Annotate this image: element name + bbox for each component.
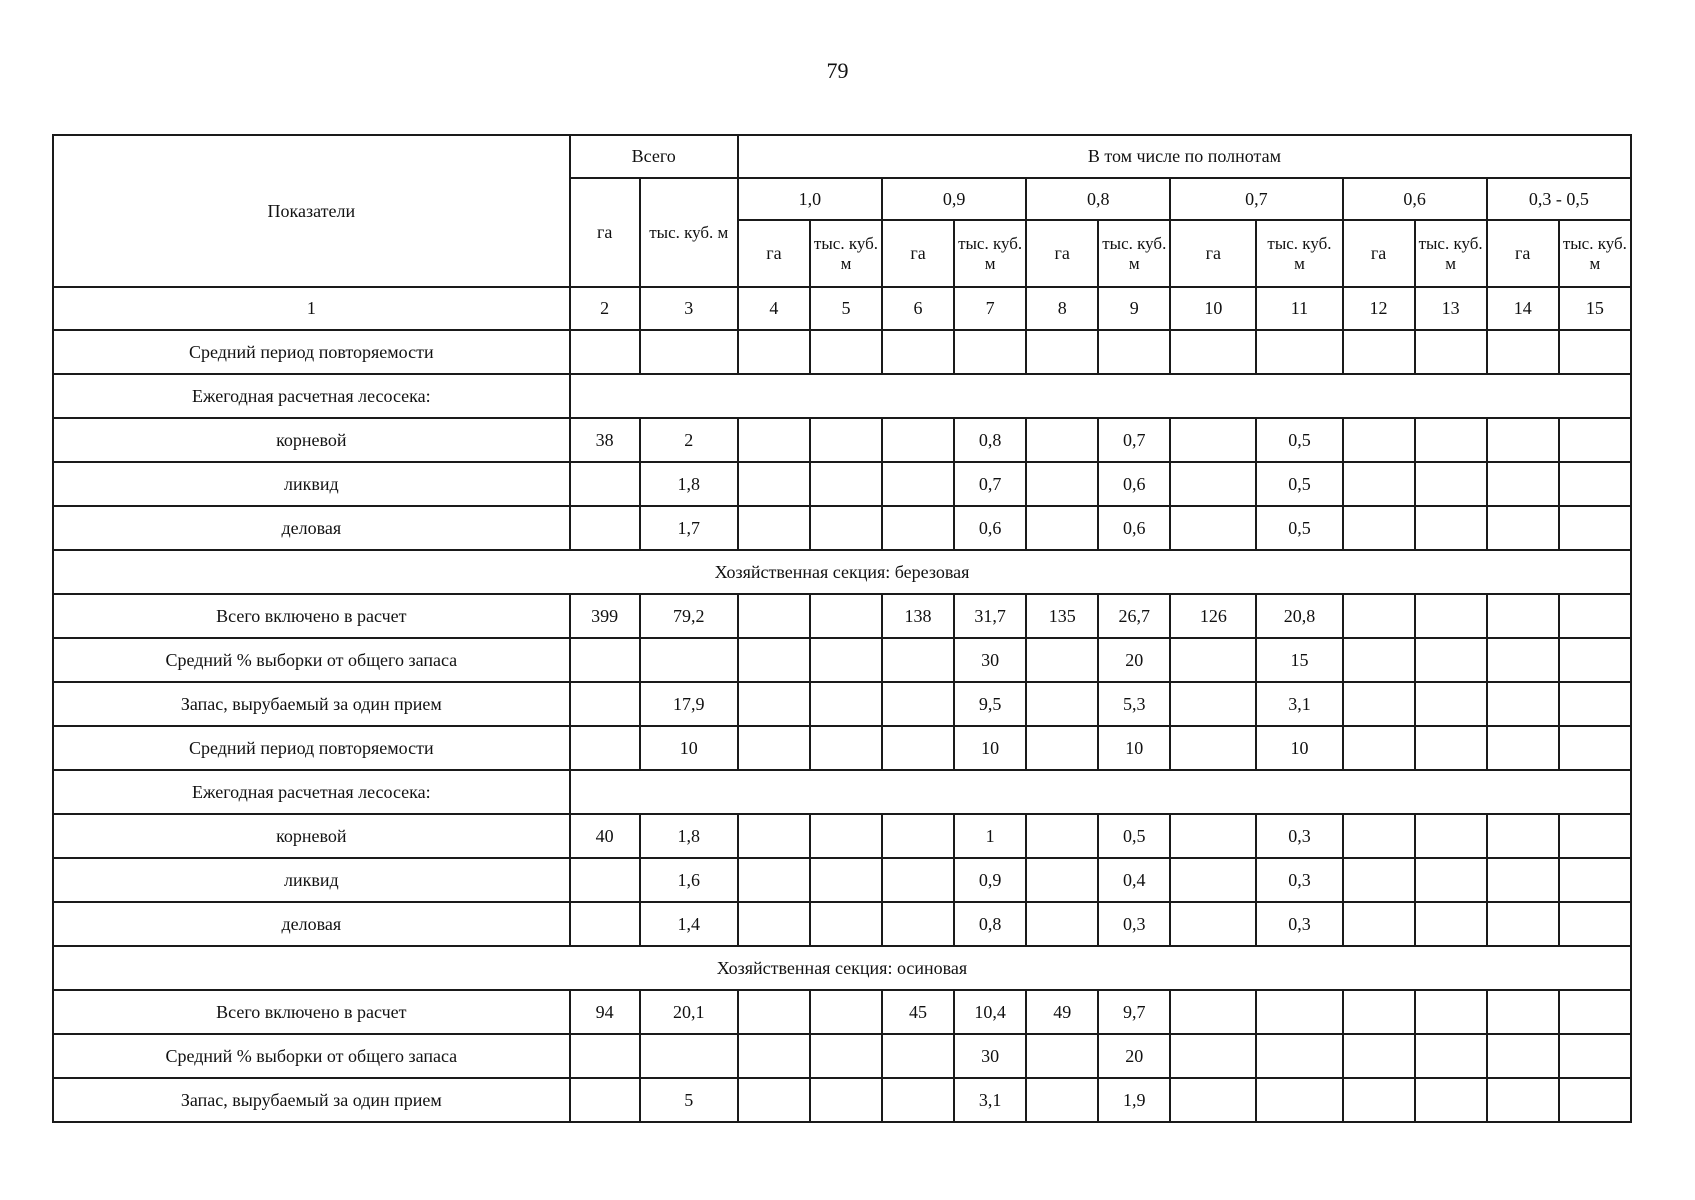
table-cell — [1026, 858, 1098, 902]
table-cell — [1343, 638, 1415, 682]
table-cell — [810, 638, 882, 682]
table-cell — [1487, 902, 1559, 946]
table-cell: 0,3 — [1256, 902, 1342, 946]
table-cell — [1487, 682, 1559, 726]
table-cell — [810, 330, 882, 374]
table-cell: 10 — [640, 726, 738, 770]
table-cell: 0,5 — [1098, 814, 1170, 858]
table-cell — [1487, 1034, 1559, 1078]
table-cell — [810, 418, 882, 462]
table-cell — [882, 638, 954, 682]
table-cell: 3,1 — [954, 1078, 1026, 1122]
table-cell: 17,9 — [640, 682, 738, 726]
table-cell — [1343, 330, 1415, 374]
column-number: 10 — [1170, 287, 1256, 330]
table-cell — [1343, 990, 1415, 1034]
table-cell: 5 — [640, 1078, 738, 1122]
table-cell — [1343, 594, 1415, 638]
table-cell — [738, 682, 810, 726]
table-cell — [1415, 682, 1487, 726]
row-label: деловая — [53, 902, 570, 946]
header-unit-volume: тыс. куб. м — [954, 220, 1026, 287]
table-cell — [1415, 462, 1487, 506]
table-cell — [882, 330, 954, 374]
table-cell: 15 — [1256, 638, 1342, 682]
table-cell: 0,6 — [954, 506, 1026, 550]
table-cell — [1415, 858, 1487, 902]
table-header — [53, 135, 1631, 330]
table-cell: 20 — [1098, 638, 1170, 682]
table-cell — [1170, 858, 1256, 902]
table-cell — [1415, 726, 1487, 770]
table-cell: 40 — [570, 814, 640, 858]
table-cell — [1487, 418, 1559, 462]
table-cell — [570, 682, 640, 726]
row-label: Всего включено в расчет — [53, 990, 570, 1034]
table-cell: 5,3 — [1098, 682, 1170, 726]
table-cell — [1343, 814, 1415, 858]
table-cell — [1026, 418, 1098, 462]
table-cell — [640, 330, 738, 374]
table-cell — [1343, 902, 1415, 946]
table-cell — [1170, 726, 1256, 770]
table-cell — [1026, 902, 1098, 946]
row-label: Ежегодная расчетная лесосека: — [53, 770, 570, 814]
section-row — [53, 946, 1631, 990]
table-row — [53, 330, 1631, 374]
table-cell — [1487, 594, 1559, 638]
row-label: ликвид — [53, 462, 570, 506]
header-unit-volume: тыс. куб. м — [1559, 220, 1631, 287]
table-cell — [1256, 330, 1342, 374]
row-label: корневой — [53, 814, 570, 858]
table-cell — [810, 726, 882, 770]
table-cell: 10,4 — [954, 990, 1026, 1034]
table-cell — [1170, 682, 1256, 726]
table-cell — [1170, 1078, 1256, 1122]
table-cell — [738, 858, 810, 902]
table-cell — [1026, 1078, 1098, 1122]
table-cell — [1559, 418, 1631, 462]
column-number: 13 — [1415, 287, 1487, 330]
table-cell — [1026, 462, 1098, 506]
table-cell — [738, 726, 810, 770]
table-cell — [738, 990, 810, 1034]
table-cell: 30 — [954, 638, 1026, 682]
table-cell — [1256, 990, 1342, 1034]
table-cell — [1026, 638, 1098, 682]
table-cell: 1,7 — [640, 506, 738, 550]
table-cell — [1487, 726, 1559, 770]
empty-merged-cell — [570, 770, 1631, 814]
table-cell — [954, 330, 1026, 374]
table-cell — [570, 902, 640, 946]
table-cell — [1415, 594, 1487, 638]
header-density: 0,6 — [1343, 178, 1487, 220]
table-cell — [1487, 858, 1559, 902]
table-cell: 138 — [882, 594, 954, 638]
table-cell — [738, 1034, 810, 1078]
table-cell: 0,9 — [954, 858, 1026, 902]
table-cell — [1559, 330, 1631, 374]
table-cell — [810, 462, 882, 506]
table-cell — [1559, 726, 1631, 770]
table-cell — [1343, 682, 1415, 726]
column-number: 12 — [1343, 287, 1415, 330]
table-cell — [1487, 638, 1559, 682]
row-label: корневой — [53, 418, 570, 462]
table-cell: 30 — [954, 1034, 1026, 1078]
row-label: Ежегодная расчетная лесосека: — [53, 374, 570, 418]
column-number: 5 — [810, 287, 882, 330]
table-cell — [1559, 858, 1631, 902]
table-cell: 0,3 — [1098, 902, 1170, 946]
table-cell — [810, 858, 882, 902]
table-cell — [1487, 990, 1559, 1034]
table-row — [53, 902, 1631, 946]
header-density: 0,9 — [882, 178, 1026, 220]
table-cell — [1559, 902, 1631, 946]
table-cell — [1170, 506, 1256, 550]
table-cell: 1,8 — [640, 814, 738, 858]
table-cell — [570, 726, 640, 770]
table-cell — [1487, 330, 1559, 374]
table-cell — [1415, 638, 1487, 682]
column-number: 4 — [738, 287, 810, 330]
header-unit-volume: тыс. куб. м — [1098, 220, 1170, 287]
table-cell: 20,8 — [1256, 594, 1342, 638]
table-cell — [570, 638, 640, 682]
table-cell — [570, 858, 640, 902]
table-cell: 20 — [1098, 1034, 1170, 1078]
table-cell: 20,1 — [640, 990, 738, 1034]
table-cell — [882, 902, 954, 946]
table-cell — [570, 1078, 640, 1122]
table-cell: 0,7 — [954, 462, 1026, 506]
table-row — [53, 814, 1631, 858]
table-cell — [1415, 1078, 1487, 1122]
table-cell — [1559, 1034, 1631, 1078]
table-cell: 9,5 — [954, 682, 1026, 726]
table-cell — [1026, 506, 1098, 550]
table-cell: 126 — [1170, 594, 1256, 638]
table-cell — [570, 462, 640, 506]
table-cell: 135 — [1026, 594, 1098, 638]
header-total-volume: тыс. куб. м — [640, 178, 738, 287]
table-cell — [1559, 1078, 1631, 1122]
column-number: 8 — [1026, 287, 1098, 330]
column-number: 14 — [1487, 287, 1559, 330]
table-cell — [738, 506, 810, 550]
section-row — [53, 550, 1631, 594]
table-cell — [1170, 330, 1256, 374]
table-cell: 399 — [570, 594, 640, 638]
table-row — [53, 682, 1631, 726]
empty-merged-cell — [570, 374, 1631, 418]
header-unit-ha: га — [1343, 220, 1415, 287]
table-cell — [640, 638, 738, 682]
table-cell — [810, 506, 882, 550]
table-cell — [1343, 506, 1415, 550]
table-cell — [1343, 1034, 1415, 1078]
header-unit-volume: тыс. куб. м — [1415, 220, 1487, 287]
table-cell: 1,8 — [640, 462, 738, 506]
column-number: 11 — [1256, 287, 1342, 330]
table-cell — [1487, 506, 1559, 550]
table-cell — [1026, 1034, 1098, 1078]
table-cell: 1,6 — [640, 858, 738, 902]
table-cell — [1415, 330, 1487, 374]
table-cell: 38 — [570, 418, 640, 462]
column-number: 15 — [1559, 287, 1631, 330]
row-label: Средний период повторяемости — [53, 726, 570, 770]
table-cell — [882, 506, 954, 550]
table-cell — [810, 990, 882, 1034]
table-cell — [1559, 506, 1631, 550]
table-cell — [1559, 814, 1631, 858]
table-row — [53, 594, 1631, 638]
table-row — [53, 1034, 1631, 1078]
table-cell — [570, 1034, 640, 1078]
table-cell — [1098, 330, 1170, 374]
table-cell — [738, 814, 810, 858]
row-label: Всего включено в расчет — [53, 594, 570, 638]
table-cell — [1415, 990, 1487, 1034]
table-cell — [1559, 638, 1631, 682]
table-cell: 1 — [954, 814, 1026, 858]
table-cell — [738, 902, 810, 946]
table-cell — [882, 858, 954, 902]
table-cell: 79,2 — [640, 594, 738, 638]
table-cell — [1559, 594, 1631, 638]
row-label: деловая — [53, 506, 570, 550]
table-row — [53, 418, 1631, 462]
table-cell: 0,3 — [1256, 814, 1342, 858]
table-cell: 0,6 — [1098, 462, 1170, 506]
column-number: 6 — [882, 287, 954, 330]
header-unit-ha: га — [1026, 220, 1098, 287]
table-row — [53, 1078, 1631, 1122]
table-cell — [738, 1078, 810, 1122]
table-cell — [1415, 902, 1487, 946]
page-number: 79 — [826, 58, 849, 83]
table-cell — [1559, 462, 1631, 506]
table-cell: 3,1 — [1256, 682, 1342, 726]
header-total: Всего — [570, 135, 738, 178]
table-cell — [810, 902, 882, 946]
table-cell — [1256, 1034, 1342, 1078]
table-cell — [1415, 814, 1487, 858]
table-cell: 10 — [1256, 726, 1342, 770]
table-cell — [1256, 1078, 1342, 1122]
table-body — [53, 330, 1631, 1122]
table-cell — [738, 330, 810, 374]
table-cell — [570, 330, 640, 374]
table-cell — [882, 462, 954, 506]
table-cell — [882, 1078, 954, 1122]
table-cell — [1343, 726, 1415, 770]
header-unit-ha: га — [1170, 220, 1256, 287]
table-cell — [810, 594, 882, 638]
table-cell: 49 — [1026, 990, 1098, 1034]
table-cell — [570, 506, 640, 550]
table-cell — [640, 1034, 738, 1078]
column-number: 2 — [570, 287, 640, 330]
table-cell — [810, 682, 882, 726]
row-label: Средний % выборки от общего запаса — [53, 1034, 570, 1078]
table-cell — [1343, 462, 1415, 506]
header-unit-volume: тыс. куб. м — [810, 220, 882, 287]
row-label: ликвид — [53, 858, 570, 902]
table-cell: 2 — [640, 418, 738, 462]
table-cell — [1559, 682, 1631, 726]
table-row — [53, 506, 1631, 550]
table-cell: 9,7 — [1098, 990, 1170, 1034]
table-cell — [882, 418, 954, 462]
table-cell: 26,7 — [1098, 594, 1170, 638]
table-cell: 10 — [1098, 726, 1170, 770]
section-title: Хозяйственная секция: березовая — [53, 550, 1631, 594]
table-cell — [1487, 1078, 1559, 1122]
table-cell: 45 — [882, 990, 954, 1034]
table-cell — [1170, 462, 1256, 506]
section-title: Хозяйственная секция: осиновая — [53, 946, 1631, 990]
header-total-ha: га — [570, 178, 640, 287]
row-label: Запас, вырубаемый за один прием — [53, 682, 570, 726]
column-number: 3 — [640, 287, 738, 330]
header-density: 0,7 — [1170, 178, 1342, 220]
header-unit-ha: га — [882, 220, 954, 287]
table-cell — [810, 1034, 882, 1078]
table-cell: 0,3 — [1256, 858, 1342, 902]
table-cell: 31,7 — [954, 594, 1026, 638]
table-cell — [1170, 990, 1256, 1034]
table-cell: 0,8 — [954, 418, 1026, 462]
row-label: Средний период повторяемости — [53, 330, 570, 374]
table-cell — [1170, 418, 1256, 462]
header-unit-volume: тыс. куб. м — [1256, 220, 1342, 287]
table-cell — [1170, 638, 1256, 682]
column-number: 9 — [1098, 287, 1170, 330]
table-cell — [882, 1034, 954, 1078]
column-number: 7 — [954, 287, 1026, 330]
table-cell — [1415, 1034, 1487, 1078]
header-density: 0,3 - 0,5 — [1487, 178, 1631, 220]
table-row — [53, 462, 1631, 506]
table-cell — [1487, 462, 1559, 506]
table-cell: 1,9 — [1098, 1078, 1170, 1122]
table-cell — [1487, 814, 1559, 858]
table-cell — [1026, 814, 1098, 858]
table-cell — [1559, 990, 1631, 1034]
table-cell — [1026, 726, 1098, 770]
table-cell — [882, 682, 954, 726]
header-indicators: Показатели — [53, 135, 570, 287]
table-cell: 0,5 — [1256, 462, 1342, 506]
table-cell — [1415, 506, 1487, 550]
table-row — [53, 770, 1631, 814]
row-label: Запас, вырубаемый за один прием — [53, 1078, 570, 1122]
table-row — [53, 374, 1631, 418]
table-row — [53, 638, 1631, 682]
table-cell: 0,5 — [1256, 418, 1342, 462]
table-row — [53, 858, 1631, 902]
table-cell — [1343, 418, 1415, 462]
table-row — [53, 990, 1631, 1034]
header-unit-ha: га — [738, 220, 810, 287]
table-cell — [1170, 814, 1256, 858]
table-cell — [882, 726, 954, 770]
table-cell: 0,6 — [1098, 506, 1170, 550]
table-cell — [810, 1078, 882, 1122]
table-cell — [1343, 1078, 1415, 1122]
table-cell — [1170, 1034, 1256, 1078]
table-cell — [1343, 858, 1415, 902]
forest-data-table — [52, 134, 1632, 1123]
table-cell — [738, 594, 810, 638]
table-cell — [810, 814, 882, 858]
table-cell — [1170, 902, 1256, 946]
header-density: 1,0 — [738, 178, 882, 220]
table-cell — [1026, 682, 1098, 726]
table-cell — [738, 638, 810, 682]
table-cell: 0,8 — [954, 902, 1026, 946]
table-cell: 10 — [954, 726, 1026, 770]
table-cell: 1,4 — [640, 902, 738, 946]
table-cell: 0,7 — [1098, 418, 1170, 462]
header-unit-ha: га — [1487, 220, 1559, 287]
table-row — [53, 726, 1631, 770]
table-cell: 0,5 — [1256, 506, 1342, 550]
header-by-density: В том числе по полнотам — [738, 135, 1631, 178]
table-cell — [882, 814, 954, 858]
row-label: Средний % выборки от общего запаса — [53, 638, 570, 682]
table-cell — [1415, 418, 1487, 462]
table-cell: 0,4 — [1098, 858, 1170, 902]
column-number: 1 — [53, 287, 570, 330]
table-cell: 94 — [570, 990, 640, 1034]
table-cell — [738, 418, 810, 462]
table-cell — [738, 462, 810, 506]
table-cell — [1026, 330, 1098, 374]
header-density: 0,8 — [1026, 178, 1170, 220]
